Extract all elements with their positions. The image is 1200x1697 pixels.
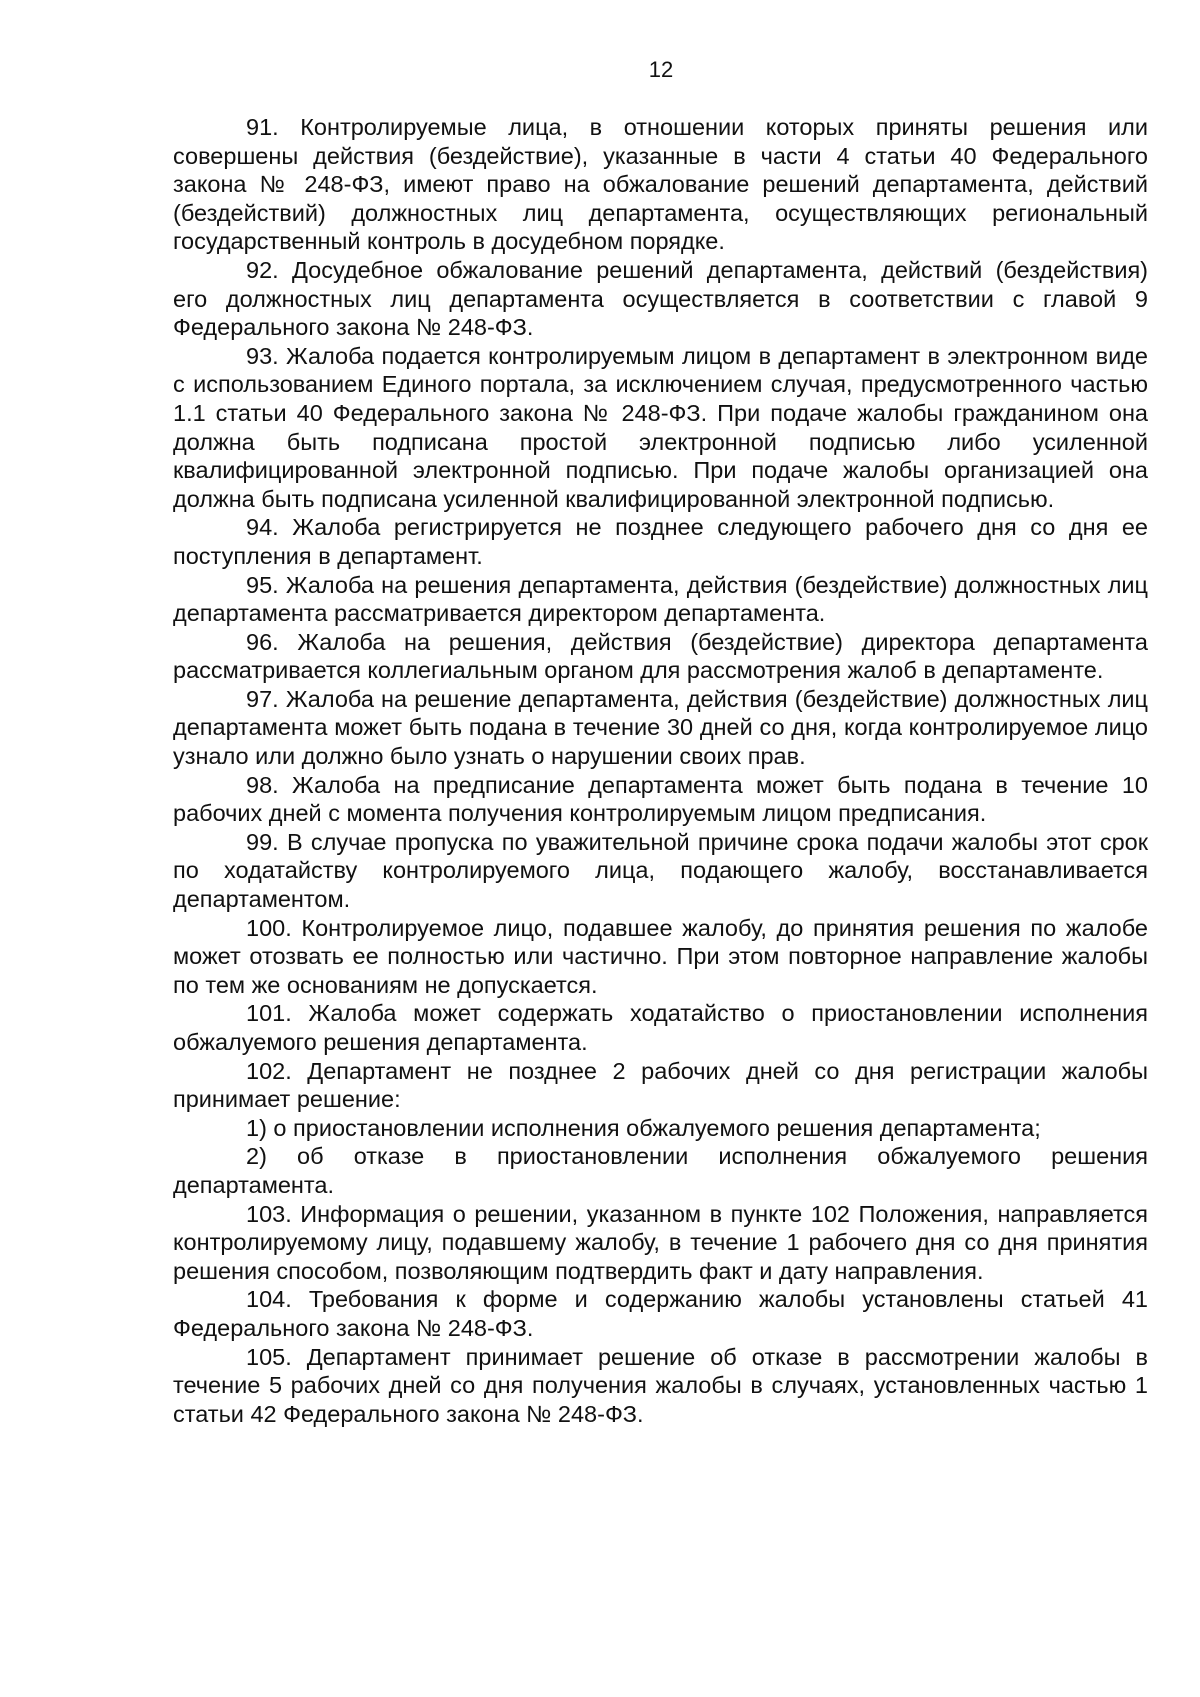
paragraph-95: 95. Жалоба на решения департамента, действия (бездействие) должностных лиц департамента рассматривается директором департамента. (173, 571, 1148, 627)
page-number: 12 (648, 57, 674, 82)
paragraph-102: 102. Департамент не позднее 2 рабочих дней со дня регистрации жалобы принимает решение: (173, 1057, 1148, 1113)
paragraph-98: 98. Жалоба на предписание департамента может быть подана в течение 10 рабочих дней с момента получения контролируемым лицом предписания. (173, 771, 1148, 827)
paragraph-105: 105. Департамент принимает решение об отказе в рассмотрении жалобы в течение 5 рабочих дней со дня получения жалобы в случаях, установленных частью 1 статьи 42 Федерального закона № 248-ФЗ. (173, 1343, 1148, 1427)
paragraph-100: 100. Контролируемое лицо, подавшее жалобу, до принятия решения по жалобе может отозвать ее полностью или частично. При этом повторное направление жалобы по тем же основаниям не допускается. (173, 914, 1148, 998)
paragraph-104: 104. Требования к форме и содержанию жалобы установлены статьей 41 Федерального закона № 248-ФЗ. (173, 1286, 1148, 1341)
list-item-1: 1) о приостановлении исполнения обжалуемого решения департамента; (246, 1114, 1041, 1141)
paragraph-93: 93. Жалоба подается контролируемым лицом в департамент в электронном виде с использованием Единого портала, за исключением случая, предусмотренного частью 1.1 статьи 40 Федерального закона № 248-ФЗ. При подаче жалобы гражданином она должна быть подписана простой электронной подписью либо усиленной квалифицированной электронной подписью. При подаче жалобы организацией она должна быть подписана усиленной квалифицированной электронной подписью. (173, 342, 1148, 512)
paragraph-91: 91. Контролируемые лица, в отношении которых приняты решения или совершены действия (бездействие), указанные в части 4 статьи 40 Федерального закона № 248-ФЗ, имеют право на обжалование решений департамента, действий (бездействий) должностных лиц департамента, осуществляющих региональный государственный контроль в досудебном порядке. (173, 114, 1148, 255)
paragraph-99: 99. В случае пропуска по уважительной причине срока подачи жалобы этот срок по ходатайству контролируемого лица, подающего жалобу, восстанавливается департаментом. (173, 828, 1148, 913)
paragraph-94: 94. Жалоба регистрируется не позднее следующего рабочего дня со дня ее поступления в департамент. (173, 514, 1148, 569)
paragraph-92: 92. Досудебное обжалование решений департамента, действий (бездействия) его должностных лиц департамента осуществляется в соответствии с главой 9 Федерального закона № 248-ФЗ. (173, 256, 1148, 341)
document-body (173, 113, 1148, 1428)
list-item-2: 2) об отказе в приостановлении исполнения обжалуемого решения департамента. (173, 1143, 1148, 1198)
paragraph-101: 101. Жалоба может содержать ходатайство о приостановлении исполнения обжалуемого решения департамента. (173, 1000, 1148, 1055)
paragraph-96: 96. Жалоба на решения, действия (бездействие) директора департамента рассматривается коллегиальным органом для рассмотрения жалоб в департаменте. (173, 628, 1148, 684)
paragraph-97: 97. Жалоба на решение департамента, действия (бездействие) должностных лиц департамента может быть подана в течение 30 дней со дня, когда контролируемое лицо узнало или должно было узнать о нарушении своих прав. (173, 685, 1148, 770)
paragraph-103: 103. Информация о решении, указанном в пункте 102 Положения, направляется контролируемому лицу, подавшему жалобу, в течение 1 рабочего дня со дня принятия решения способом, позволяющим подтвердить факт и дату направления. (173, 1200, 1148, 1284)
